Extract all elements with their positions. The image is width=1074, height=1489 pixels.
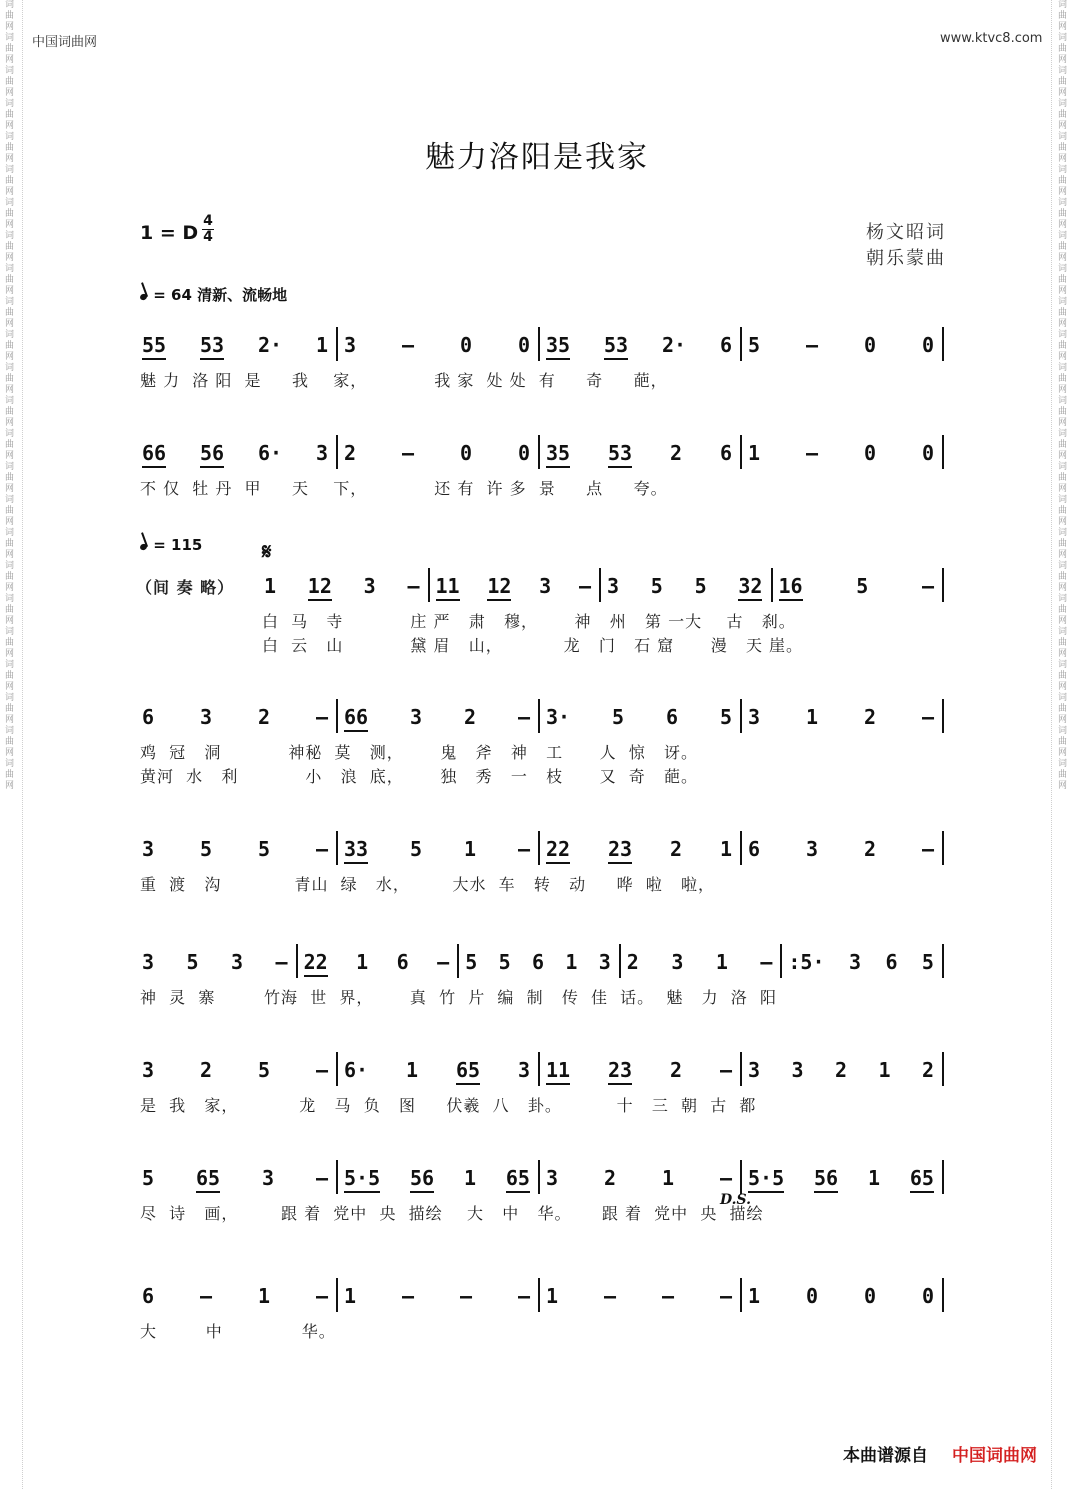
bar-line bbox=[942, 435, 944, 469]
note-token: 3 bbox=[607, 574, 620, 598]
note-token: 11 bbox=[546, 1058, 570, 1085]
note-token: 3 bbox=[363, 574, 376, 598]
note-token: 6 bbox=[531, 950, 544, 974]
note-token: 53 bbox=[604, 333, 628, 360]
note-token: 2 bbox=[463, 705, 477, 729]
site-name-left[interactable]: 中国词曲网 bbox=[32, 35, 98, 50]
lyrics-verse-1: 尽 诗 画， 跟 着 党中 央 描绘 大 中 华。 跟 着 党中 央 描绘 bbox=[140, 1204, 764, 1223]
quarter-note-icon bbox=[139, 543, 148, 551]
bar-line bbox=[336, 699, 338, 733]
bar-line bbox=[336, 1160, 338, 1194]
lyrics-verse-1: 神 灵 寨 竹海 世 界， 真 竹 片 编 制 传 佳 话。 魅 力 洛 阳 bbox=[140, 988, 777, 1007]
note-token: 5 bbox=[612, 705, 625, 729]
bar-line bbox=[942, 568, 944, 602]
note-token: 66 bbox=[344, 705, 368, 732]
note-token: – bbox=[199, 1284, 213, 1308]
note-token: 6· bbox=[257, 441, 283, 465]
note-token: – bbox=[805, 333, 819, 357]
measure-notes bbox=[748, 1284, 940, 1308]
measure-notes bbox=[344, 1284, 536, 1308]
note-token: 1 bbox=[315, 333, 328, 357]
lyrics-verse-1: 鸡 冠 洞 神秘 莫 测， 鬼 斧 神 工 人 惊 讶。 bbox=[140, 743, 699, 762]
note-token: 0 bbox=[517, 441, 530, 465]
note-token: 2· bbox=[661, 333, 687, 357]
measure-notes bbox=[142, 950, 294, 974]
note-token: 1 bbox=[748, 441, 761, 465]
note-token: 5·5 bbox=[344, 1166, 380, 1193]
measure-notes bbox=[344, 1058, 536, 1085]
note-token: 3 bbox=[231, 950, 244, 974]
measure-notes bbox=[748, 705, 940, 729]
note-token: 0 bbox=[459, 333, 473, 357]
note-token: 22 bbox=[304, 950, 328, 977]
tempo-marking-1 bbox=[140, 284, 287, 305]
note-token: 3 bbox=[539, 574, 552, 598]
note-token: – bbox=[315, 1058, 328, 1082]
bar-line bbox=[740, 327, 742, 361]
note-token: 3 bbox=[142, 1058, 155, 1082]
note-token: 2 bbox=[863, 837, 877, 861]
note-token: 1 bbox=[719, 837, 732, 861]
right-watermark: 词曲网词曲网词曲网词曲网词曲网词曲网词曲网词曲网词曲网词曲网词曲网词曲网词曲网词曲网词曲网词曲网词曲网词曲网词曲网词曲网词曲网词曲网词曲网词曲网 bbox=[1058, 0, 1068, 791]
note-token: 3· bbox=[546, 705, 571, 729]
note-token: 12 bbox=[308, 574, 332, 601]
note-token: 3 bbox=[410, 705, 423, 729]
bar-line bbox=[942, 944, 944, 978]
note-token: 65 bbox=[910, 1166, 934, 1193]
measure-notes bbox=[142, 1166, 334, 1193]
bar-line bbox=[942, 831, 944, 865]
note-token: 3 bbox=[315, 441, 328, 465]
bar-line bbox=[619, 944, 621, 978]
note-token: – bbox=[921, 705, 934, 729]
measure-notes bbox=[344, 333, 536, 357]
note-token: 1 bbox=[546, 1284, 559, 1308]
note-token: 6 bbox=[142, 705, 155, 729]
note-token: – bbox=[315, 705, 328, 729]
note-token: 5 bbox=[650, 574, 663, 598]
note-token: 5 bbox=[257, 1058, 271, 1082]
bar-line bbox=[538, 435, 540, 469]
note-token: 1 bbox=[463, 1166, 477, 1190]
bar-line bbox=[740, 1052, 742, 1086]
bar-line bbox=[296, 944, 298, 978]
measure-notes bbox=[142, 1058, 334, 1082]
bar-line bbox=[740, 1160, 742, 1194]
dal-segno-mark: D.S. bbox=[720, 1192, 752, 1208]
note-token: 5 bbox=[465, 950, 478, 974]
note-token: – bbox=[578, 574, 591, 598]
note-token: 1 bbox=[867, 1166, 881, 1190]
note-token: 2 bbox=[863, 705, 877, 729]
note-token: 3 bbox=[261, 1166, 275, 1190]
time-sig-bottom: 4 bbox=[203, 229, 213, 245]
note-token: 35 bbox=[546, 333, 570, 360]
bar-line bbox=[538, 1278, 540, 1312]
measure-notes bbox=[788, 950, 940, 974]
measure-notes bbox=[344, 837, 536, 864]
measure-notes bbox=[465, 950, 617, 974]
note-token: 3 bbox=[805, 837, 819, 861]
note-token: 0 bbox=[921, 1284, 934, 1308]
note-token: 65 bbox=[196, 1166, 220, 1193]
bar-line bbox=[771, 568, 773, 602]
note-token: – bbox=[603, 1284, 617, 1308]
bar-line bbox=[538, 1052, 540, 1086]
note-token: 66 bbox=[142, 441, 166, 468]
bar-line bbox=[428, 568, 430, 602]
note-token: – bbox=[517, 1284, 530, 1308]
note-token: 3 bbox=[598, 950, 611, 974]
note-token: 0 bbox=[863, 441, 877, 465]
bar-line bbox=[740, 831, 742, 865]
note-token: 53 bbox=[608, 441, 632, 468]
note-token: 6 bbox=[665, 705, 679, 729]
note-token: 1 bbox=[344, 1284, 357, 1308]
key-signature: 1 = D bbox=[140, 222, 199, 244]
lyrics-verse-2: 黄河 水 利 小 浪 底， 独 秀 一 枝 又 奇 葩。 bbox=[140, 767, 699, 786]
measure-notes bbox=[748, 441, 940, 465]
note-token: 1 bbox=[715, 950, 728, 974]
measure-notes bbox=[142, 1284, 334, 1308]
bar-line bbox=[780, 944, 782, 978]
measure-notes bbox=[546, 333, 738, 360]
note-token: 56 bbox=[200, 441, 224, 468]
measure-notes bbox=[142, 837, 334, 861]
bar-line bbox=[336, 327, 338, 361]
site-url-right[interactable]: www.ktvc8.com bbox=[940, 31, 1043, 46]
measure-notes bbox=[748, 1166, 940, 1193]
note-token: 1 bbox=[878, 1058, 891, 1082]
tempo-marking-2 bbox=[140, 536, 202, 554]
note-token: 1 bbox=[661, 1166, 675, 1190]
lyrics-verse-1: 白 马 寺 庄 严 肃 穆， 神 州 第 一大 古 刹。 bbox=[262, 612, 796, 631]
note-token: 5·5 bbox=[748, 1166, 784, 1193]
note-token: 12 bbox=[487, 574, 511, 601]
note-token: – bbox=[719, 1166, 732, 1190]
bar-line bbox=[538, 1160, 540, 1194]
note-token: – bbox=[719, 1284, 732, 1308]
segno-icon: 𝄋 bbox=[262, 540, 272, 565]
note-token: 2 bbox=[603, 1166, 617, 1190]
interlude-label: （间 奏 略） bbox=[136, 578, 235, 597]
note-token: 6 bbox=[719, 441, 732, 465]
note-token: 3 bbox=[791, 1058, 804, 1082]
note-token: 3 bbox=[848, 950, 861, 974]
note-token: 11 bbox=[436, 574, 460, 601]
note-token: – bbox=[661, 1284, 675, 1308]
measure-notes bbox=[304, 950, 456, 977]
lyrics-verse-1: 是 我 家， 龙 马 负 图 伏羲 八 卦。 十 三 朝 古 都 bbox=[140, 1096, 757, 1115]
note-token: 2· bbox=[257, 333, 283, 357]
note-token: 5 bbox=[257, 837, 271, 861]
note-token: 5 bbox=[694, 574, 707, 598]
tempo-1-bpm: = 64 bbox=[153, 286, 192, 304]
time-sig-top: 4 bbox=[203, 213, 213, 229]
measure-notes bbox=[748, 1058, 940, 1082]
measure-notes bbox=[142, 333, 334, 360]
bar-line bbox=[942, 327, 944, 361]
measure-notes bbox=[344, 1166, 536, 1193]
bar-line bbox=[336, 435, 338, 469]
note-token: 1 bbox=[565, 950, 578, 974]
composer: 朝乐蒙曲 bbox=[866, 248, 946, 269]
note-token: 53 bbox=[200, 333, 224, 360]
measure-notes bbox=[142, 705, 334, 729]
measure-notes bbox=[264, 574, 426, 601]
note-token: 2 bbox=[670, 1058, 683, 1082]
note-token: – bbox=[407, 574, 420, 598]
note-token: 5 bbox=[410, 837, 423, 861]
right-margin-rule bbox=[1051, 0, 1052, 1489]
note-token: 23 bbox=[608, 837, 632, 864]
note-token: 0 bbox=[805, 1284, 819, 1308]
note-token: 6 bbox=[748, 837, 761, 861]
note-token: 0 bbox=[459, 441, 473, 465]
note-token: 2 bbox=[199, 1058, 213, 1082]
left-margin-rule bbox=[22, 0, 23, 1489]
song-title: 魅力洛阳是我家 bbox=[425, 140, 649, 175]
lyricist: 杨文昭词 bbox=[866, 222, 946, 243]
measure-notes bbox=[546, 705, 738, 729]
measure-notes bbox=[607, 574, 769, 601]
note-token: 5 bbox=[856, 574, 869, 598]
note-token: 3 bbox=[344, 333, 357, 357]
note-token: 1 bbox=[264, 574, 277, 598]
note-token: 35 bbox=[546, 441, 570, 468]
note-token: – bbox=[805, 441, 819, 465]
note-token: 2 bbox=[670, 441, 683, 465]
note-token: – bbox=[401, 441, 415, 465]
note-token: 0 bbox=[517, 333, 530, 357]
bar-line bbox=[942, 1052, 944, 1086]
note-token: 6 bbox=[719, 333, 732, 357]
note-token: 23 bbox=[608, 1058, 632, 1085]
bar-line bbox=[740, 699, 742, 733]
tempo-2-bpm: = 115 bbox=[153, 536, 203, 554]
note-token: 1 bbox=[356, 950, 369, 974]
note-token: 5 bbox=[921, 950, 934, 974]
note-token: – bbox=[760, 950, 773, 974]
note-token: :5· bbox=[788, 950, 825, 974]
note-token: 0 bbox=[863, 1284, 877, 1308]
note-token: 3 bbox=[546, 1166, 559, 1190]
bar-line bbox=[740, 435, 742, 469]
note-token: – bbox=[921, 574, 934, 598]
note-token: 5 bbox=[748, 333, 761, 357]
lyrics-verse-1: 不 仅 牡 丹 甲 天 下， 还 有 许 多 景 点 夸。 bbox=[140, 479, 668, 498]
note-token: 1 bbox=[257, 1284, 271, 1308]
note-token: 2 bbox=[344, 441, 357, 465]
note-token: 2 bbox=[257, 705, 271, 729]
note-token: 0 bbox=[921, 441, 934, 465]
note-token: – bbox=[437, 950, 450, 974]
note-token: 0 bbox=[921, 333, 934, 357]
measure-notes bbox=[748, 837, 940, 861]
measure-notes bbox=[627, 950, 779, 974]
measure-notes bbox=[344, 705, 536, 732]
measure-notes bbox=[436, 574, 598, 601]
note-token: 6 bbox=[885, 950, 898, 974]
note-token: 3 bbox=[748, 1058, 761, 1082]
note-token: 5 bbox=[498, 950, 511, 974]
note-token: 3 bbox=[517, 1058, 530, 1082]
lyrics-verse-2: 白 云 山 黛 眉 山， 龙 门 石 窟 漫 天 崖。 bbox=[262, 636, 804, 655]
note-token: – bbox=[517, 837, 530, 861]
bar-line bbox=[457, 944, 459, 978]
note-token: 65 bbox=[506, 1166, 530, 1193]
measure-notes bbox=[344, 441, 536, 465]
note-token: 2 bbox=[834, 1058, 848, 1082]
bar-line bbox=[599, 568, 601, 602]
note-token: 16 bbox=[779, 574, 803, 601]
note-token: – bbox=[401, 1284, 415, 1308]
note-token: – bbox=[719, 1058, 732, 1082]
footer-source-link[interactable]: 中国词曲网 bbox=[952, 1446, 1037, 1466]
note-token: 3 bbox=[199, 705, 213, 729]
note-token: 6 bbox=[142, 1284, 155, 1308]
measure-notes bbox=[546, 441, 738, 468]
measure-notes bbox=[546, 837, 738, 864]
measure-notes bbox=[142, 441, 334, 468]
bar-line bbox=[336, 831, 338, 865]
note-token: 1 bbox=[406, 1058, 419, 1082]
note-token: 3 bbox=[142, 950, 155, 974]
bar-line bbox=[538, 699, 540, 733]
note-token: 33 bbox=[344, 837, 368, 864]
note-token: 65 bbox=[456, 1058, 480, 1085]
note-token: 6· bbox=[344, 1058, 369, 1082]
note-token: 1 bbox=[463, 837, 477, 861]
bar-line bbox=[942, 1160, 944, 1194]
note-token: 32 bbox=[738, 574, 762, 601]
note-token: – bbox=[315, 1284, 328, 1308]
note-token: 22 bbox=[546, 837, 570, 864]
note-token: 2 bbox=[670, 837, 683, 861]
note-token: 1 bbox=[748, 1284, 761, 1308]
note-token: 3 bbox=[142, 837, 155, 861]
note-token: 3 bbox=[671, 950, 684, 974]
quarter-note-icon bbox=[139, 293, 148, 301]
bar-line bbox=[538, 831, 540, 865]
bar-line bbox=[942, 699, 944, 733]
note-token: 5 bbox=[142, 1166, 155, 1190]
note-token: 5 bbox=[719, 705, 732, 729]
note-token: 3 bbox=[748, 705, 761, 729]
note-token: 56 bbox=[814, 1166, 838, 1193]
note-token: 56 bbox=[410, 1166, 434, 1193]
note-token: 6 bbox=[396, 950, 409, 974]
bar-line bbox=[942, 1278, 944, 1312]
time-signature bbox=[202, 214, 214, 245]
measure-notes bbox=[546, 1284, 738, 1308]
tempo-1-mood: 清新、流畅地 bbox=[197, 286, 288, 304]
left-watermark: 词曲网词曲网词曲网词曲网词曲网词曲网词曲网词曲网词曲网词曲网词曲网词曲网词曲网词曲网词曲网词曲网词曲网词曲网词曲网词曲网词曲网词曲网词曲网词曲网 bbox=[5, 0, 15, 791]
note-token: 1 bbox=[805, 705, 819, 729]
note-token: – bbox=[315, 1166, 328, 1190]
bar-line bbox=[336, 1278, 338, 1312]
bar-line bbox=[538, 327, 540, 361]
note-token: – bbox=[921, 837, 934, 861]
note-token: – bbox=[275, 950, 288, 974]
note-token: 5 bbox=[199, 837, 213, 861]
lyrics-verse-1: 魅 力 洛 阳 是 我 家， 我 家 处 处 有 奇 葩， bbox=[140, 371, 668, 390]
measure-notes bbox=[748, 333, 940, 357]
note-token: – bbox=[401, 333, 415, 357]
note-token: 5 bbox=[186, 950, 199, 974]
note-token: 0 bbox=[863, 333, 877, 357]
measure-notes bbox=[779, 574, 941, 601]
bar-line bbox=[740, 1278, 742, 1312]
note-token: 2 bbox=[921, 1058, 934, 1082]
bar-line bbox=[336, 1052, 338, 1086]
note-token: 55 bbox=[142, 333, 166, 360]
lyrics-verse-1: 重 渡 沟 青山 绿 水， 大水 车 转 动 哗 啦 啦， bbox=[140, 875, 716, 894]
note-token: 2 bbox=[626, 950, 639, 974]
footer-label: 本曲谱源自 bbox=[843, 1446, 928, 1466]
measure-notes bbox=[546, 1166, 738, 1190]
measure-notes bbox=[546, 1058, 738, 1085]
lyrics-verse-1: 大 中 华。 bbox=[140, 1322, 336, 1341]
note-token: – bbox=[517, 705, 530, 729]
note-token: – bbox=[315, 837, 328, 861]
note-token: – bbox=[459, 1284, 473, 1308]
